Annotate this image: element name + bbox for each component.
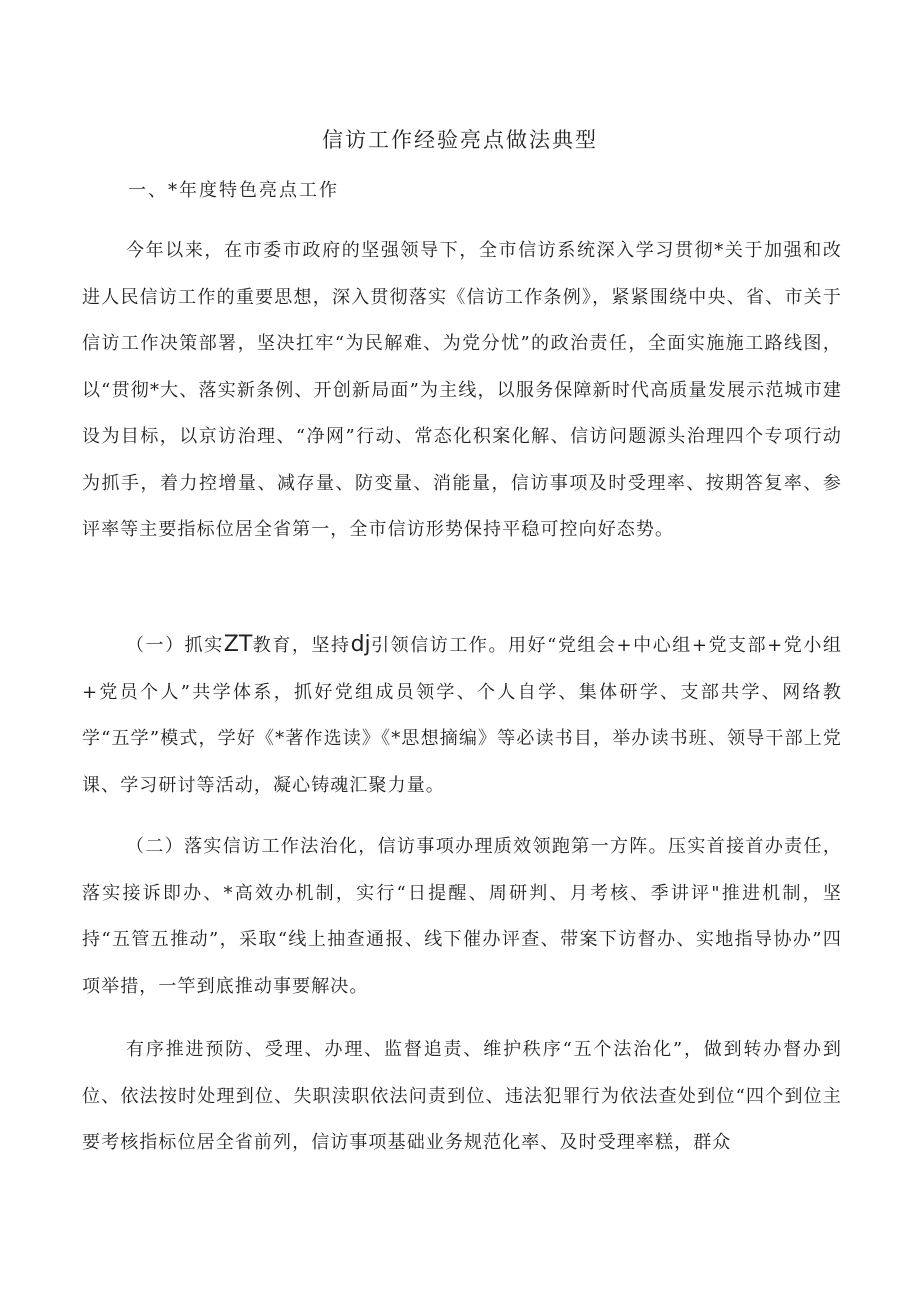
section-heading: 一、*年度特色亮点工作 [128, 180, 339, 201]
document-title: 信访工作经验亮点做法典型 [322, 128, 598, 152]
paragraph-education-prefix: （一）抓实 [126, 635, 224, 656]
paragraph-five-legalizations: 有序推进预防、受理、办理、监督追责、维护秩序“五个法治化”，做到转办督办到位、依法按时处理到位、失职渎职依法问责到位、违法犯罪行为依法查处到位“四个到位主要考核指标位居全省前列，信访事项基础业务规范化率、及时受理率糕，群众 [82, 1039, 842, 1153]
paragraph-rule-of-law: （二）落实信访工作法治化，信访事项办理质效领跑第一方阵。压实首接首办责任，落实接诉即办、*高效办机制，实行“日提醒、周研判、月考核、季讲评"推进机制，坚持“五管五推动”，采取“线上抽查通报、线下催办评查、带案下访督办、实地指导协办”四项举措，一竿到底推动事要解决。 [82, 836, 842, 997]
paragraph-education-middle: 教育，坚持 [252, 635, 351, 656]
paragraph-education-suffix: 引领信访工作。用好“党组会+中心组+党支部+党小组+党员个人”共学体系，抓好党组成员领学、个人自学、集体研学、支部共学、网络教学“五学”模式，学好《*著作选读》《*思想摘编》等必读书目，举办读书班、领导干部上党课、学习研讨等活动，凝心铸魂汇聚力量。 [82, 635, 843, 796]
paragraph-education-abbrev-dj: dj [350, 632, 371, 657]
paragraph-intro: 今年以来，在市委市政府的坚强领导下，全市信访系统深入学习贯彻*关于加强和改进人民信访工作的重要思想，深入贯彻落实《信访工作条例》，紧紧围绕中央、省、市关于信访工作决策部署，坚决扛牢“为民解难、为党分忧”的政治责任，全面实施施工路线图，以“贯彻*大、落实新条例、开创新局面”为主线，以服务保障新时代高质量发展示范城市建设为目标，以京访治理、“净网”行动、常态化积案化解、信访问题源头治理四个专项行动为抓手，着力控增量、减存量、防变量、消能量，信访事项及时受理率、按期答复率、参评率等主要指标位居全省第一，全市信访形势保持平稳可控向好态势。 [82, 240, 842, 540]
paragraph-education-abbrev-zt: ZT [223, 632, 253, 657]
paragraph-education [82, 622, 842, 809]
